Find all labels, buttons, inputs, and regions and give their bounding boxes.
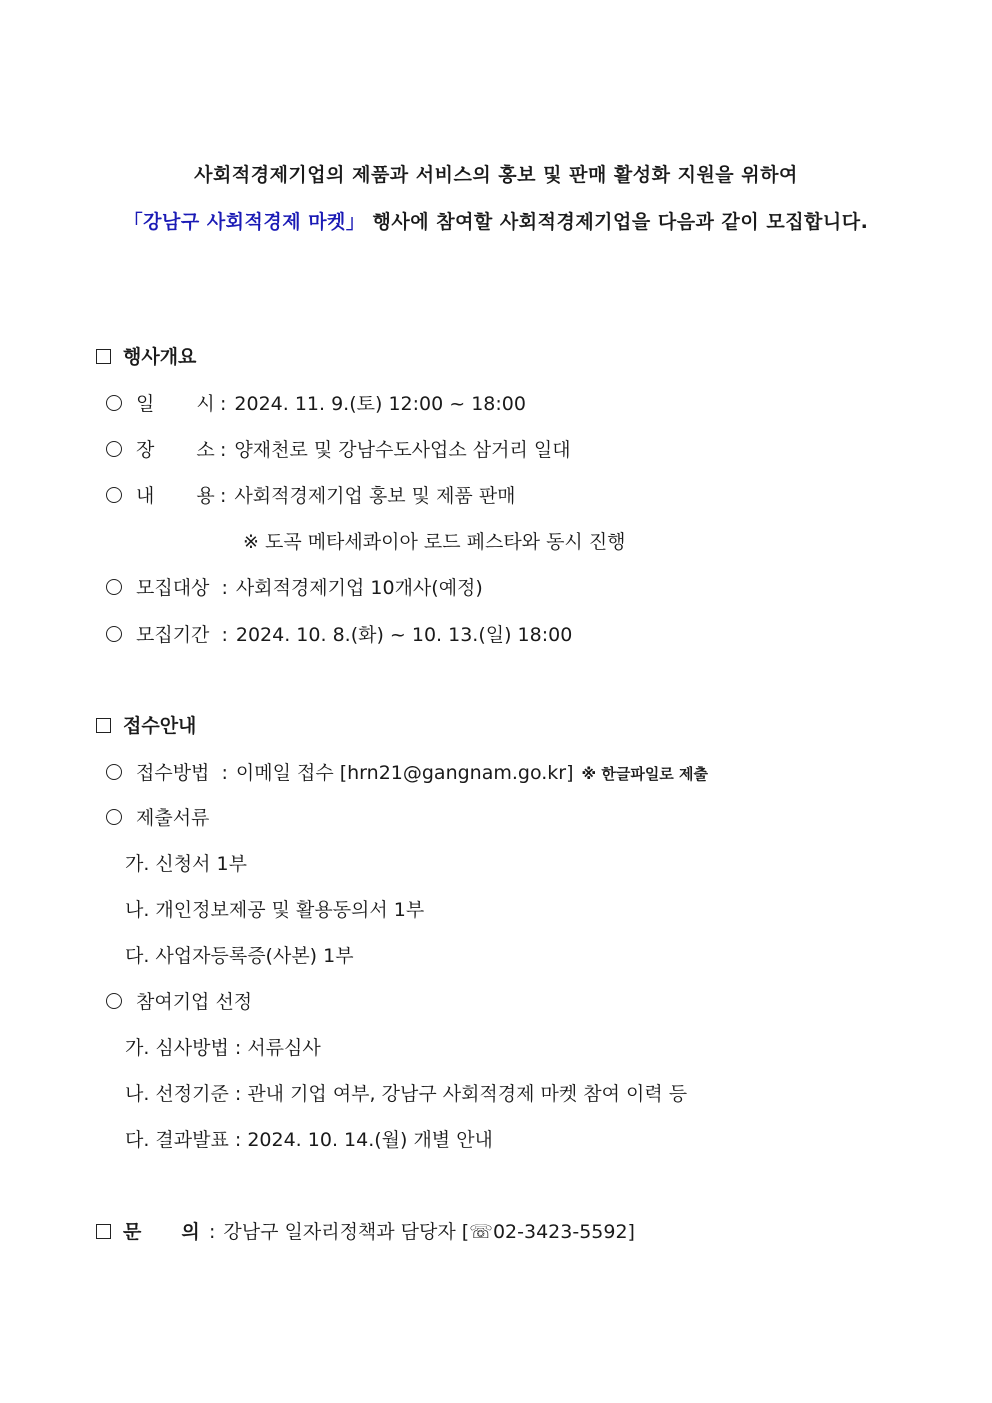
method-note: ※ 한글파일로 제출 [581, 765, 709, 783]
section-heading-reception [96, 713, 196, 739]
inquiry-label-char: 문 [123, 1221, 142, 1243]
square-bullet-icon [96, 718, 111, 733]
method-value: 이메일 접수 [hrn21@gangnam.go.kr] [235, 762, 574, 784]
reception-docs [106, 805, 209, 831]
inquiry-label-char: 의 [181, 1221, 200, 1243]
period-value: 2024. 10. 8.(화) ~ 10. 13.(일) 18:00 [235, 624, 573, 646]
label-char: 소 [196, 439, 215, 461]
docs-item: 다. 사업자등록증(사본) 1부 [125, 945, 354, 967]
docs-label: 제출서류 [136, 807, 210, 829]
circle-bullet-icon [106, 487, 122, 503]
intro-line-1: 사회적경제기업의 제품과 서비스의 홍보 및 판매 활성화 지원을 위하여 [194, 164, 798, 186]
overview-date-value: 2024. 11. 9.(토) 12:00 ~ 18:00 [234, 393, 526, 415]
square-bullet-icon [96, 1224, 111, 1239]
circle-bullet-icon [106, 395, 122, 411]
overview-place-value: 양재천로 및 강남수도사업소 삼거리 일대 [234, 439, 571, 461]
method-label: 접수방법 [136, 762, 210, 784]
section-title: 행사개요 [123, 346, 197, 368]
selection-item: 다. 결과발표 : 2024. 10. 14.(월) 개별 안내 [125, 1129, 493, 1151]
inquiry-value: 강남구 일자리정책과 담당자 [☏02-3423-5592] [223, 1221, 635, 1243]
overview-item-content: 내 용 : 사회적경제기업 홍보 및 제품 판매 [106, 483, 516, 509]
overview-item-period: 모집기간 : 2024. 10. 8.(화) ~ 10. 13.(일) 18:00 [106, 622, 572, 648]
section-heading-overview [96, 344, 196, 370]
reception-method: 접수방법 : 이메일 접수 [hrn21@gangnam.go.kr] ※ 한글파일로 제출 [106, 760, 708, 787]
docs-item: 가. 신청서 1부 [125, 853, 247, 875]
circle-bullet-icon [106, 441, 122, 457]
circle-bullet-icon [106, 626, 122, 642]
intro-line-2-rest: 행사에 참여할 사회적경제기업을 다음과 같이 모집합니다. [372, 211, 869, 233]
docs-item: 나. 개인정보제공 및 활용동의서 1부 [125, 899, 425, 921]
inquiry-row: 문 의 : 강남구 일자리정책과 담당자 [☏02-3423-5592] [96, 1219, 635, 1245]
overview-item-date: 일 시 : 2024. 11. 9.(토) 12:00 ~ 18:00 [106, 391, 526, 417]
circle-bullet-icon [106, 764, 122, 780]
selection-item: 나. 선정기준 : 관내 기업 여부, 강남구 사회적경제 마켓 참여 이력 등 [125, 1083, 688, 1105]
label-char: 내 [136, 485, 155, 507]
reception-selection [106, 989, 252, 1015]
label-char: 장 [136, 439, 155, 461]
label-char: 일 [136, 393, 155, 415]
event-name-highlight: 「강남구 사회적경제 마켓」 [123, 211, 366, 233]
overview-item-target: 모집대상 : 사회적경제기업 10개사(예정) [106, 575, 483, 601]
target-label: 모집대상 [136, 577, 210, 599]
overview-content-value: 사회적경제기업 홍보 및 제품 판매 [234, 485, 516, 507]
selection-label: 참여기업 선정 [136, 991, 253, 1013]
section-title: 접수안내 [123, 715, 197, 737]
circle-bullet-icon [106, 809, 122, 825]
circle-bullet-icon [106, 579, 122, 595]
circle-bullet-icon [106, 993, 122, 1009]
label-char: 용 [196, 485, 215, 507]
period-label: 모집기간 [136, 624, 210, 646]
overview-note: ※ 도곡 메타세콰이아 로드 페스타와 동시 진행 [243, 531, 626, 553]
square-bullet-icon [96, 349, 111, 364]
selection-item: 가. 심사방법 : 서류심사 [125, 1037, 321, 1059]
intro-line-2 [0, 207, 992, 234]
target-value: 사회적경제기업 10개사(예정) [235, 577, 483, 599]
label-char: 시 [196, 393, 215, 415]
overview-item-place: 장 소 : 양재천로 및 강남수도사업소 삼거리 일대 [106, 437, 571, 463]
